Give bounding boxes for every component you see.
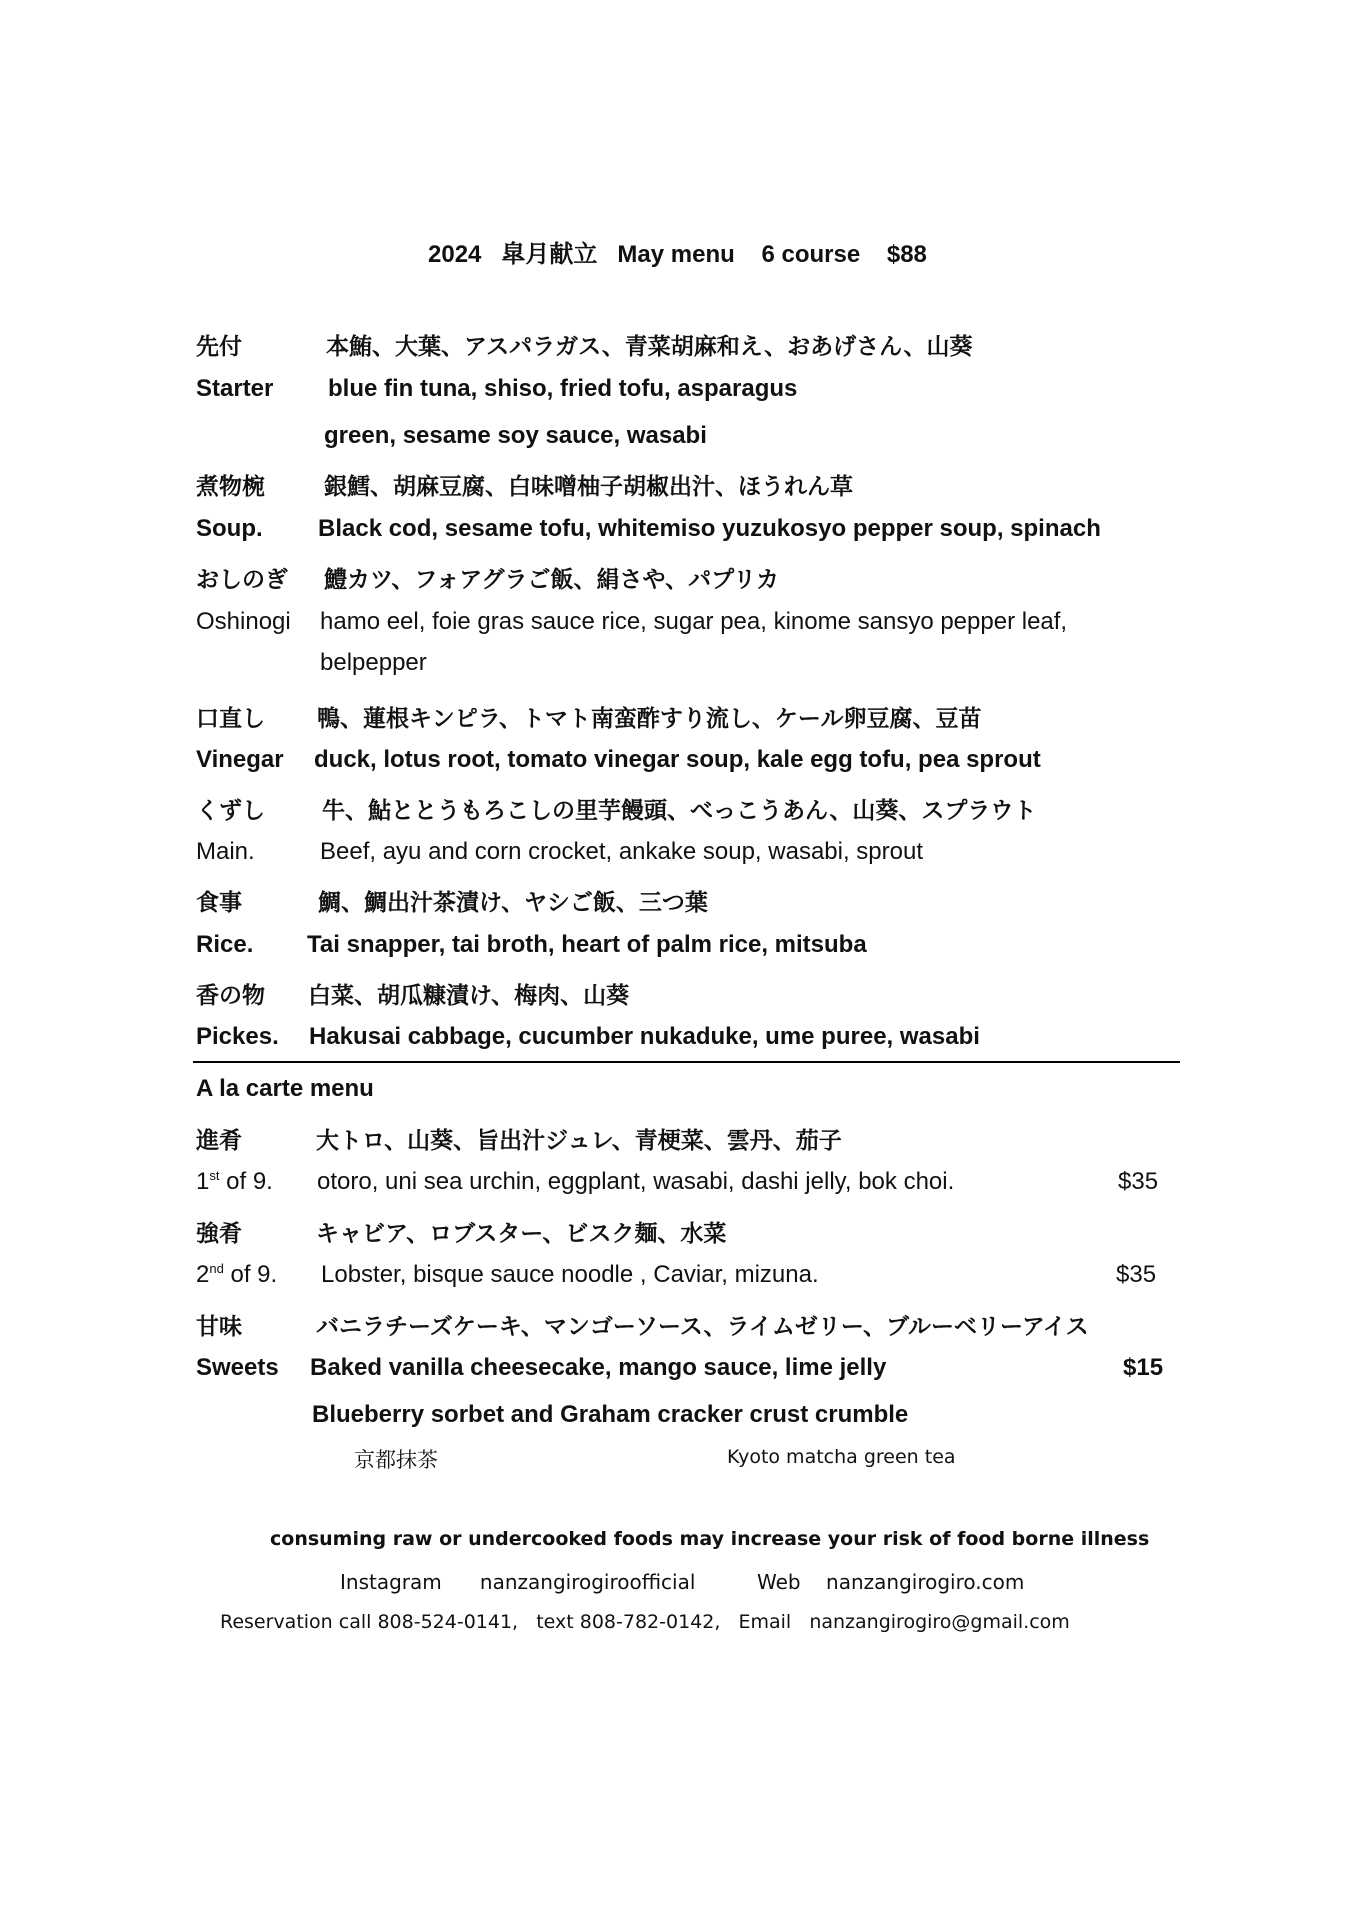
course-en-label: Rice. (196, 931, 254, 958)
alacarte-num: 2 (196, 1261, 210, 1288)
course-en-line: hamo eel, foie gras sauce rice, sugar pea, kinome sansyo pepper leaf, (320, 608, 1068, 635)
tea-en: Kyoto matcha green tea (727, 1446, 956, 1468)
sweets-price: $15 (1123, 1354, 1164, 1381)
instagram-handle[interactable]: nanzangirogiroofficial (479, 1570, 696, 1594)
alacarte-en: otoro, uni sea urchin, eggplant, wasabi, dashi jelly, bok choi. (317, 1168, 955, 1195)
sweets-en-label: Sweets (196, 1354, 279, 1381)
web-line (757, 1570, 1024, 1594)
title-price: $88 (886, 241, 927, 268)
social-line (340, 1570, 695, 1594)
course-en-line: blue fin tuna, shiso, fried tofu, asparagus (328, 375, 798, 402)
alacarte-ordinal: nd (209, 1261, 224, 1276)
section-divider (193, 1061, 1180, 1063)
alacarte-jp-text: キャビア、ロブスター、ビスク麺、水菜 (316, 1220, 727, 1246)
alacarte-price: $35 (1118, 1168, 1159, 1195)
sweets-en-line: Baked vanilla cheesecake, mango sauce, lime jelly (310, 1354, 887, 1381)
course-en-line: Hakusai cabbage, cucumber nukaduke, ume puree, wasabi (309, 1023, 980, 1050)
title-course: 6 course (761, 241, 861, 268)
course-jp-text: 鱧カツ、フォアグラご飯、絹さや、パプリカ (324, 566, 779, 592)
course-jp-label: 先付 (196, 333, 242, 359)
course-en-line: Black cod, sesame tofu, whitemiso yuzukosyo pepper soup, spinach (318, 515, 1101, 542)
course-jp-label: 口直し (196, 705, 265, 731)
title-en: May menu (617, 241, 735, 268)
course-jp-text: 白菜、胡瓜糠漬け、梅肉、山葵 (308, 982, 630, 1008)
course-en-label: Starter (196, 375, 274, 402)
course-en-line: green, sesame soy sauce, wasabi (324, 422, 707, 449)
alacarte-number (196, 1168, 273, 1196)
alacarte-of: of 9. (219, 1168, 273, 1195)
course-en-line: Beef, ayu and corn crocket, ankake soup, wasabi, sprout (320, 838, 924, 865)
alacarte-of: of 9. (223, 1261, 278, 1288)
course-jp-text: 牛、鮎ととうもろこしの里芋饅頭、べっこうあん、山葵、スプラウト (322, 797, 1037, 823)
course-jp-text: 本鮪、大葉、アスパラガス、青菜胡麻和え、おあげさん、山葵 (326, 333, 973, 359)
course-jp-label: 食事 (196, 889, 242, 915)
alacarte-heading: A la carte menu (196, 1075, 374, 1102)
alacarte-price: $35 (1116, 1261, 1157, 1288)
course-jp-label: 煮物椀 (196, 473, 265, 499)
alacarte-en: Lobster, bisque sauce noodle , Caviar, mizuna. (321, 1261, 819, 1288)
alacarte-number (196, 1261, 277, 1289)
alacarte-num: 1 (196, 1168, 210, 1195)
course-jp-label: くずし (196, 797, 265, 823)
course-en-line: Tai snapper, tai broth, heart of palm rice, mitsuba (307, 931, 867, 958)
sweets-jp-text: バニラチーズケーキ、マンゴーソース、ライムゼリー、ブルーベリーアイス (316, 1313, 1089, 1339)
course-jp-text: 銀鱈、胡麻豆腐、白味噌柚子胡椒出汁、ほうれん草 (324, 473, 853, 499)
website-link[interactable]: nanzangirogiro.com (826, 1570, 1025, 1594)
course-en-label: Main. (196, 838, 255, 865)
alacarte-ordinal: st (209, 1168, 220, 1183)
title-jp: 皐月献立 (501, 241, 598, 268)
course-en-line: duck, lotus root, tomato vinegar soup, kale egg tofu, pea sprout (314, 746, 1041, 773)
course-jp-text: 鯛、鯛出汁茶漬け、ヤシご飯、三つ葉 (318, 889, 708, 915)
menu-title (428, 234, 927, 269)
course-en-label: Soup. (196, 515, 263, 542)
web-label: Web (757, 1570, 801, 1594)
course-jp-label: おしのぎ (196, 566, 288, 592)
course-en-line: belpepper (320, 649, 427, 676)
alacarte-jp-text: 大トロ、山葵、旨出汁ジュレ、青梗菜、雲丹、茄子 (316, 1127, 842, 1153)
course-jp-text: 鴨、蓮根キンピラ、トマト南蛮酢すり流し、ケール卵豆腐、豆苗 (317, 705, 982, 731)
course-en-label: Oshinogi (196, 608, 291, 635)
instagram-label: Instagram (340, 1570, 442, 1594)
alacarte-jp-label: 進肴 (196, 1127, 242, 1153)
tea-jp: 京都抹茶 (354, 1448, 438, 1472)
sweets-jp-label: 甘味 (196, 1313, 242, 1339)
food-warning: consuming raw or undercooked foods may increase your risk of food borne illness (270, 1528, 1150, 1550)
course-en-label: Pickes. (196, 1023, 279, 1050)
alacarte-jp-label: 強肴 (196, 1220, 242, 1246)
sweets-en-line: Blueberry sorbet and Graham cracker crust crumble (312, 1401, 909, 1428)
course-jp-label: 香の物 (196, 982, 265, 1008)
title-year: 2024 (428, 241, 482, 268)
reservation-contact: Reservation call 808-524-0141, text 808-782-0142, Email nanzangirogiro@gmail.com (220, 1611, 1070, 1633)
course-en-label: Vinegar (196, 746, 284, 773)
